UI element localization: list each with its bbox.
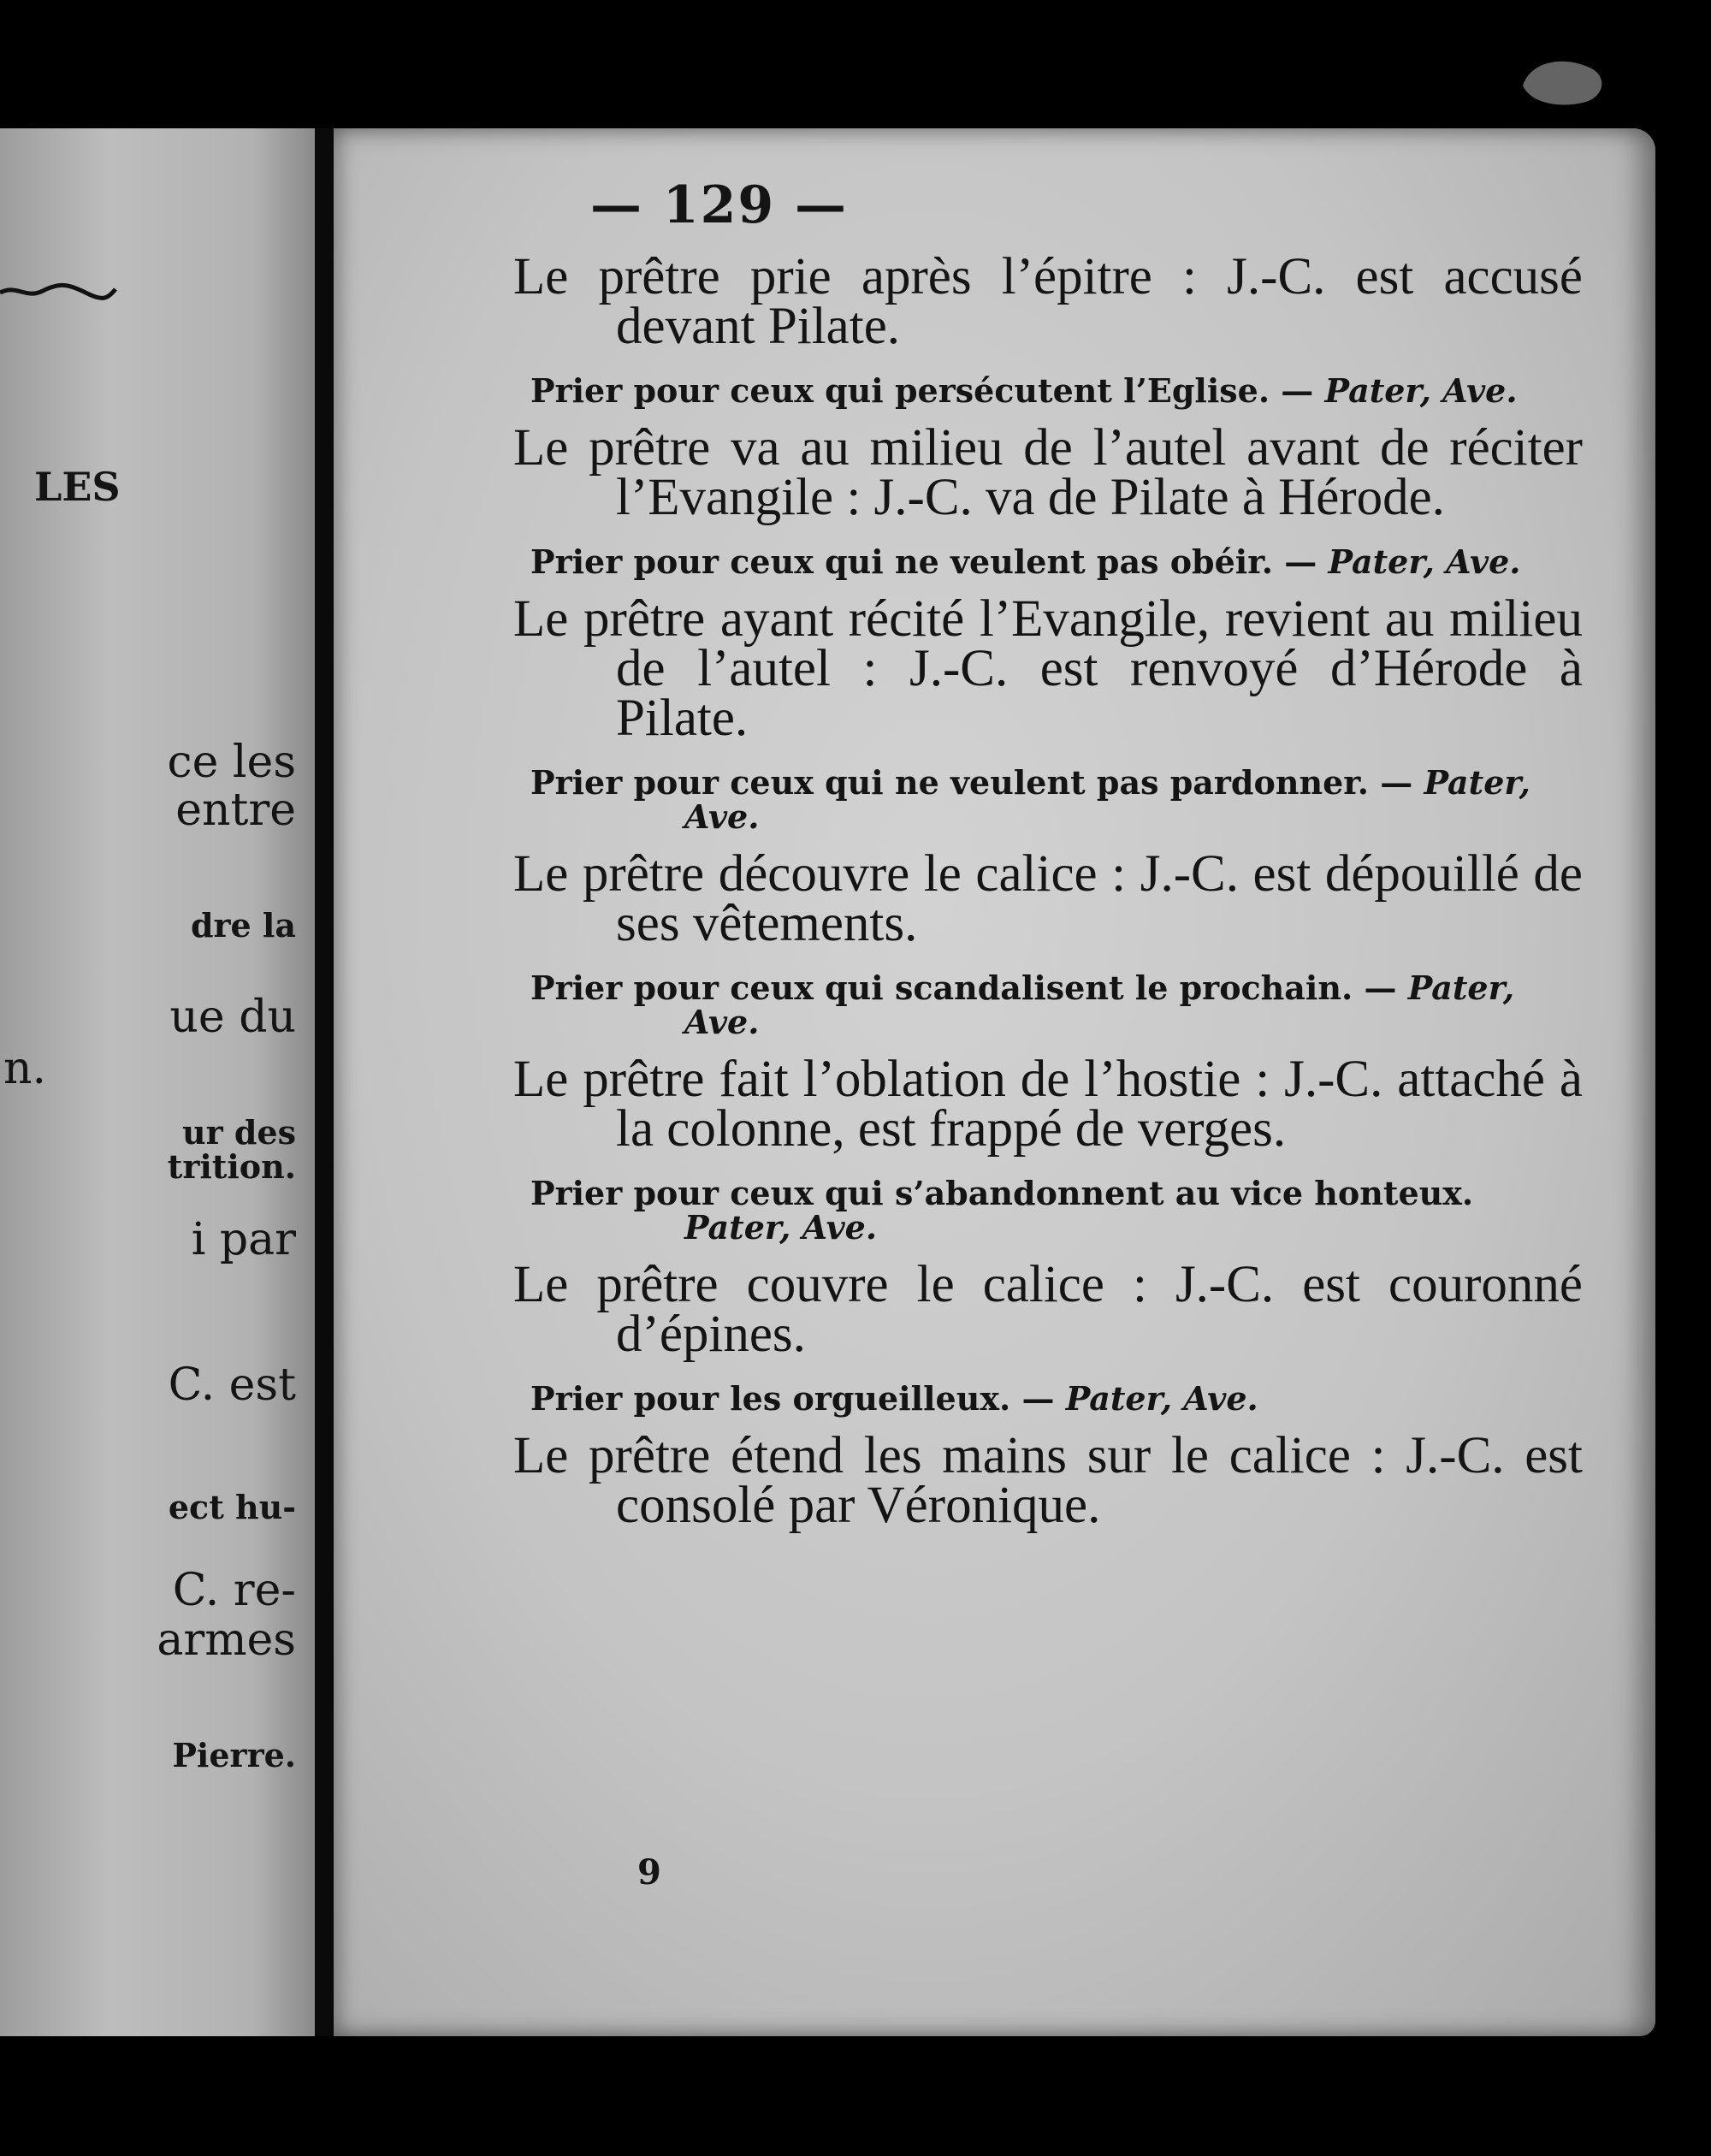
left-line: ur des — [181, 1113, 296, 1152]
left-line: entre — [175, 785, 296, 836]
pater-ave: Pater, Ave. — [1065, 1379, 1258, 1418]
left-line: dre la — [190, 906, 296, 945]
page-number: — 129 — — [590, 175, 849, 235]
book-gutter — [315, 128, 334, 2036]
prayer-intention: Prier pour ceux qui ne veulent pas pardonner. — — [530, 763, 1413, 802]
prayer-intention: Prier pour ceux qui s’abandonnent au vice honteux. — [530, 1174, 1474, 1212]
page-body — [513, 248, 1583, 1553]
left-heading: LES — [34, 464, 121, 510]
rubric-entry: Le prêtre fait l’oblation de l’hostie : J.-C. attaché à la colonne, est frappé de verges. — [513, 1051, 1583, 1158]
rubric-entry: Le prêtre prie après l’épitre : J.-C. est accusé devant Pilate. — [513, 248, 1583, 355]
prayer-line — [513, 1176, 1583, 1245]
left-page-fragment — [0, 128, 315, 2036]
pater-ave: Pater, Ave. — [1324, 371, 1518, 410]
prayer-line — [513, 1379, 1583, 1418]
prayer-intention: Prier pour ceux qui scandalisent le prochain. — — [530, 968, 1397, 1007]
paper-speck — [1514, 51, 1617, 111]
left-line: Pierre. — [172, 1736, 296, 1774]
prayer-line — [513, 763, 1583, 836]
pater-ave: Pater, Ave. — [684, 968, 1515, 1041]
rubric-entry: Le prêtre découvre le calice : J.-C. est dépouillé de ses vêtements. — [513, 845, 1583, 952]
prayer-line — [513, 371, 1583, 410]
left-line: i par — [191, 1214, 296, 1265]
left-line: armes — [157, 1614, 296, 1666]
rubric-entry: Le prêtre va au milieu de l’autel avant de réciter l’Evangile : J.-C. va de Pilate à Hérode. — [513, 419, 1583, 526]
left-line: ce les — [167, 737, 296, 788]
left-line: C. re- — [172, 1565, 296, 1616]
prayer-intention: Prier pour les orgueilleux. — — [530, 1379, 1055, 1418]
prayer-intention: Prier pour ceux qui ne veulent pas obéir. — — [530, 542, 1317, 581]
left-line: ue du — [169, 992, 296, 1043]
left-line: n. — [3, 1043, 47, 1094]
pater-ave: Pater, Ave. — [684, 763, 1530, 836]
signature-mark: 9 — [637, 1852, 661, 1892]
pater-ave: Pater, Ave. — [684, 1208, 878, 1247]
prayer-intention: Prier pour ceux qui persécutent l’Eglise. — — [530, 371, 1314, 410]
left-line: ect hu- — [168, 1488, 296, 1526]
rubric-entry: Le prêtre étend les mains sur le calice : J.-C. est consolé par Véronique. — [513, 1427, 1583, 1534]
pater-ave: Pater, Ave. — [1328, 542, 1521, 581]
prayer-line — [513, 968, 1583, 1041]
left-line: trition. — [167, 1147, 296, 1186]
rubric-entry: Le prêtre couvre le calice : J.-C. est couronné d’épines. — [513, 1256, 1583, 1363]
left-line: C. est — [168, 1359, 296, 1411]
rubric-entry: Le prêtre ayant récité l’Evangile, revient au milieu de l’autel : J.-C. est renvoyé d’Hérode à Pilate. — [513, 590, 1583, 747]
prayer-line — [513, 542, 1583, 581]
ornament-rule — [0, 274, 120, 308]
